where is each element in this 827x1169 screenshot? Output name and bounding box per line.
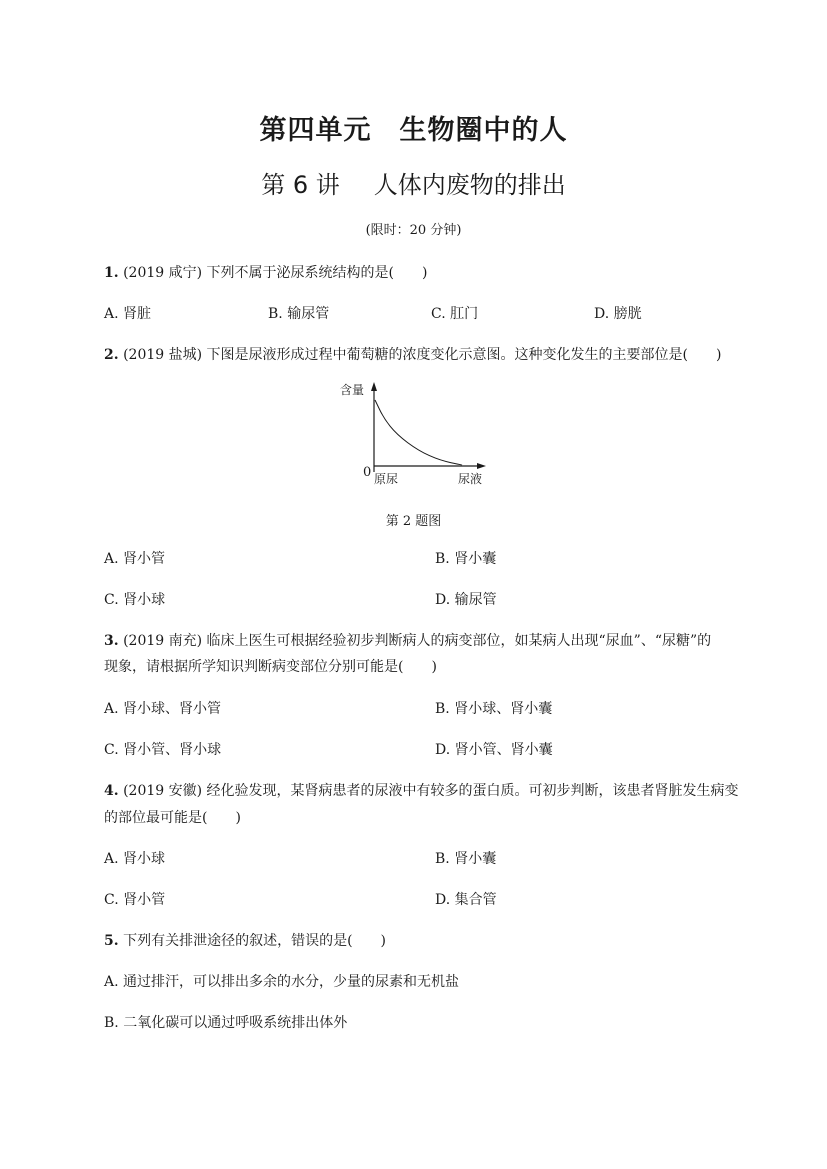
option-a: A. 肾小球 [104, 851, 166, 867]
option-c: C. 肾小球 [104, 592, 166, 608]
option-b: B. 肾小球、肾小囊 [435, 701, 553, 717]
y-axis-arrow [371, 382, 377, 391]
question-number: 1. [104, 265, 119, 281]
glucose-curve [375, 400, 462, 465]
unit-title: 第四单元 生物圈中的人 [259, 115, 568, 146]
lecture-name: 人体内废物的排出 [373, 171, 566, 199]
option-d: D. 集合管 [435, 892, 497, 908]
option-a: A. 肾脏 [104, 306, 152, 322]
question-3-continued: 现象，请根据所学知识判断病变部位分别可能是( ) [104, 659, 437, 675]
question-text: (2019 盐城) 下图是尿液形成过程中葡萄糖的浓度变化示意图。这种变化发生的主要部位是( ) [123, 347, 722, 363]
question-1 [104, 262, 427, 282]
question-3 [104, 630, 711, 650]
origin-label: 0 [363, 465, 372, 480]
option-c: C. 肾小管、肾小球 [104, 742, 222, 758]
x-tick-label: 原尿 [374, 472, 399, 486]
question-4-continued: 的部位最可能是( ) [104, 810, 241, 826]
lecture-label: 第 6 讲 [261, 171, 340, 199]
question-5 [104, 930, 386, 950]
time-limit: (限时：20 分钟) [365, 223, 462, 238]
option-b: B. 二氧化碳可以通过呼吸系统排出体外 [104, 1015, 348, 1031]
figure-caption: 第 2 题图 [385, 514, 442, 529]
question-number: 5. [104, 933, 119, 949]
option-a: A. 通过排汗，可以排出多余的水分，少量的尿素和无机盐 [104, 974, 460, 990]
glucose-concentration-chart [330, 372, 510, 496]
option-c: C. 肾小管 [104, 892, 166, 908]
question-text: (2019 安徽) 经化验发现，某肾病患者的尿液中有较多的蛋白质。可初步判断，该患者肾脏发生病变 [123, 783, 739, 799]
option-b: B. 肾小囊 [435, 851, 497, 867]
lecture-title [0, 165, 827, 200]
question-text: (2019 南充) 临床上医生可根据经验初步判断病人的病变部位，如某病人出现“尿血”、“尿糖”的 [123, 633, 712, 649]
option-c: C. 肛门 [431, 306, 479, 322]
x-tick-label: 尿液 [458, 472, 483, 486]
question-number: 3. [104, 633, 119, 649]
question-number: 4. [104, 783, 119, 799]
question-4 [104, 780, 739, 800]
y-axis-label: 含量 [340, 383, 365, 397]
option-d: D. 输尿管 [435, 592, 497, 608]
question-text: (2019 咸宁) 下列不属于泌尿系统结构的是( ) [123, 265, 428, 281]
option-d: D. 膀胱 [594, 306, 642, 322]
question-text: 下列有关排泄途径的叙述，错误的是( ) [123, 933, 387, 949]
x-axis-arrow [477, 463, 486, 469]
question-number: 2. [104, 347, 119, 363]
option-b: B. 肾小囊 [435, 551, 497, 567]
option-a: A. 肾小管 [104, 551, 166, 567]
option-a: A. 肾小球、肾小管 [104, 701, 222, 717]
option-d: D. 肾小管、肾小囊 [435, 742, 553, 758]
question-2 [104, 344, 721, 364]
option-b: B. 输尿管 [268, 306, 330, 322]
